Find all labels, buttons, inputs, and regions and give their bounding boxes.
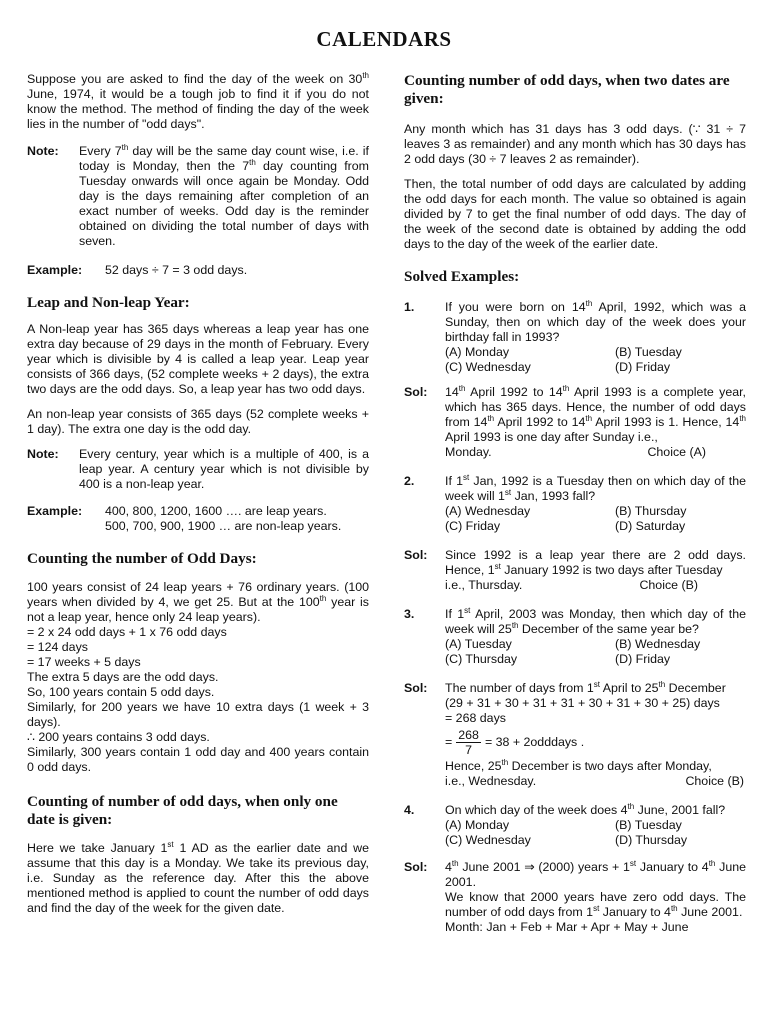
option: (D) Thursday	[615, 833, 688, 847]
example-text: 52 days ÷ 7 = 3 odd days.	[105, 263, 248, 277]
question-text: If 1st April, 2003 was Monday, then which day of the week will 25th December of the same year be?	[445, 606, 747, 636]
option: (C) Wednesday	[445, 360, 531, 374]
option: (B) Wednesday	[615, 637, 701, 651]
solution-4	[404, 860, 746, 935]
note-seven-days	[27, 144, 369, 249]
fraction: $\frac{268}{7}$	[458, 728, 479, 757]
question-text: If 1st Jan, 1992 is a Tuesday then on which day of the week will 1st Jan, 1993 fall?	[445, 473, 746, 503]
intro-paragraph: Suppose you are asked to find the day of the week on 30th June, 1974, it would be a tough job to find it if you do not know the method. The method of finding the day of the week lies in the number of "odd days".	[27, 71, 369, 131]
right-column	[404, 72, 746, 935]
non-leap-paragraph: An non-leap year consists of 365 days (52 complete weeks + 1 day). The extra one day is the odd day.	[27, 407, 369, 436]
heading-counting-odd-days: Counting the number of Odd Days:	[27, 550, 257, 567]
option: (A) Monday	[445, 345, 510, 359]
solution-1: Sol: 14th April 1992 to 14th April 1993 is a complete year, which has 365 days. Hence, the number of odd days from 14th April 1992 to 14th April 1993 is 1. Hence, 14th April 1993 is one day after Sunday i.e., Monday. Choice (A)	[404, 384, 746, 459]
counting-line: = 124 days	[27, 640, 88, 654]
option: (A) Wednesday	[445, 504, 531, 518]
example-label: Example:	[27, 504, 83, 518]
counting-lines	[27, 625, 369, 775]
counting-line: = 17 weeks + 5 days	[27, 655, 141, 669]
options	[445, 345, 746, 375]
question-3	[404, 607, 746, 667]
example-leap-years	[27, 504, 369, 534]
option: (A) Monday	[445, 818, 510, 832]
option: (B) Thursday	[615, 504, 687, 518]
option: (C) Thursday	[445, 652, 518, 666]
heading-one-date: Counting of number of odd days, when only one date is given:	[27, 793, 338, 828]
fraction-line: = $\frac{268}{7}$ = 38 + 2odddays .	[445, 728, 585, 757]
sum-line: (29 + 31 + 30 + 31 + 31 + 30 + 31 + 30 + 25) days	[445, 696, 720, 710]
option: (D) Friday	[615, 652, 671, 666]
counting-paragraph: 100 years consist of 24 leap years + 76 ordinary years. (100 years when divided by 4, we get 25. But at the 100th year is not a leap year, hence only 24 leap years).	[27, 580, 370, 624]
question-number: 3.	[404, 607, 415, 621]
choice: Choice (B)	[685, 774, 744, 788]
solution-label: Sol:	[404, 385, 428, 399]
solution-label: Sol:	[404, 860, 428, 874]
two-dates-paragraph-1: Any month which has 31 days has 3 odd days. (∵ 31 ÷ 7 leaves 3 as remainder) and any month which has 30 days has 2 odd days (30 ÷ 7 leaves 2 as remainder).	[404, 122, 746, 166]
example-label: Example:	[27, 263, 83, 277]
note-label: Note:	[27, 447, 59, 461]
solution-text: 14th April 1992 to 14th April 1993 is a complete year, which has 365 days. Hence, the number of odd days from 14th April 1992 to 14th April 1993 is 1. Hence, 14th April 1993 is one day after Sunday i.e.,	[445, 384, 746, 444]
example-line: 400, 800, 1200, 1600 …. are leap years.	[105, 504, 327, 518]
left-column	[27, 72, 369, 916]
solution-label: Sol:	[404, 548, 428, 562]
solution-text: 4th June 2001 ⇒ (2000) years + 1st January to 4th June 2001.	[445, 859, 746, 889]
note-text: Every 7th day will be the same day count wise, i.e. if today is Monday, then the 7th day counting from Tuesday onwards will once again be Monday. Odd day is the days remaining after completion of an exact number of weeks. Odd day is the reminder obtained on dividing the total number of days with seven.	[79, 143, 369, 248]
heading-solved-examples: Solved Examples:	[404, 268, 520, 285]
solution-2: Sol: Since 1992 is a leap year there are 2 odd days. Hence, 1st January 1992 is two days after Tuesday i.e., Thursday. Choice (B)	[404, 548, 746, 592]
choice: Choice (A)	[647, 445, 706, 459]
options	[445, 504, 746, 534]
two-dates-paragraph-2: Then, the total number of odd days are calculated by adding the odd days for each month. The value so obtained is again divided by 7 to get the final number of odd days. The day of the week of the second date is obtained by adding the odd days to the day of the week of the earlier date.	[404, 177, 746, 251]
question-text: On which day of the week does 4th June, 2001 fall?	[445, 802, 726, 817]
solution-text: The number of days from 1st April to 25th December	[445, 680, 726, 695]
solution-text: Since 1992 is a leap year there are 2 odd days. Hence, 1st January 1992 is two days after Tuesday	[445, 548, 746, 577]
counting-line: Similarly, for 200 years we have 10 extra days (1 week + 3 days).	[27, 700, 369, 729]
counting-line: So, 100 years contain 5 odd days.	[27, 685, 215, 699]
leap-paragraph: A Non-leap year has 365 days whereas a leap year has one extra day because of 29 days in the month of February. Every year which is divisible by 4 is called a leap year. Leap year consists of 366 days, (52 complete weeks + 2 days), the extra two days are the odd days. So, a leap year has two odd days.	[27, 322, 369, 396]
question-1	[404, 300, 746, 375]
counting-line: Similarly, 300 years contain 1 odd day and 400 years contain 0 odd days.	[27, 745, 369, 774]
option: (C) Friday	[445, 519, 501, 533]
page-title: CALENDARS	[316, 27, 452, 51]
options	[445, 818, 746, 848]
option: (D) Friday	[615, 360, 671, 374]
example-odd-days	[27, 263, 369, 278]
option: (C) Wednesday	[445, 833, 531, 847]
equation-line: = 268 days	[445, 711, 506, 725]
note-text: Every century, year which is a multiple of 400, is a leap year. A century year which is not divisible by 400 is a non-leap year.	[79, 447, 369, 491]
solution-label: Sol:	[404, 681, 428, 695]
option: (B) Tuesday	[615, 345, 682, 359]
option: (B) Tuesday	[615, 818, 682, 832]
example-line: 500, 700, 900, 1900 … are non-leap years.	[105, 519, 342, 533]
question-number: 2.	[404, 474, 415, 488]
solution-3: Sol: The number of days from 1st April to 25th December (29 + 31 + 30 + 31 + 31 + 30 + 31 + 30 + 25) days = 268 days = $\frac{268}{7}$ = 38 + 2odddays . Hence, 25th December is two days after Monday, i.e., Wednesday. Choice (B)	[404, 680, 744, 788]
option: (A) Tuesday	[445, 637, 512, 651]
choice: Choice (B)	[639, 578, 698, 592]
counting-line: The extra 5 days are the odd days.	[27, 670, 219, 684]
note-label: Note:	[27, 144, 59, 158]
solution-text: We know that 2000 years have zero odd days. The number of odd days from 1st January to 4th June 2001.	[445, 890, 746, 919]
counting-line: ∴ 200 years contains 3 odd days.	[27, 730, 210, 744]
question-2	[404, 474, 746, 534]
one-date-paragraph: Here we take January 1st 1 AD as the earlier date and we assume that this day is a Monday. We take its previous day, i.e. Sunday as the reference day. After this the above mentioned method is applied to count the number of odd days and find the day of the week for the given date.	[27, 840, 369, 915]
heading-two-dates: Counting number of odd days, when two dates are given:	[404, 72, 730, 107]
question-text: If you were born on 14th April, 1992, which was a Sunday, then on which day of the week does your birthday fall in 1993?	[445, 299, 746, 344]
heading-leap-year: Leap and Non-leap Year:	[27, 294, 190, 311]
question-4	[404, 803, 746, 848]
note-century	[27, 447, 369, 492]
question-number: 1.	[404, 300, 415, 314]
counting-line: = 2 x 24 odd days + 1 x 76 odd days	[27, 625, 227, 639]
month-line: Month: Jan + Feb + Mar + Apr + May + June	[445, 920, 689, 934]
options	[445, 637, 746, 667]
option: (D) Saturday	[615, 519, 686, 533]
question-number: 4.	[404, 803, 415, 817]
